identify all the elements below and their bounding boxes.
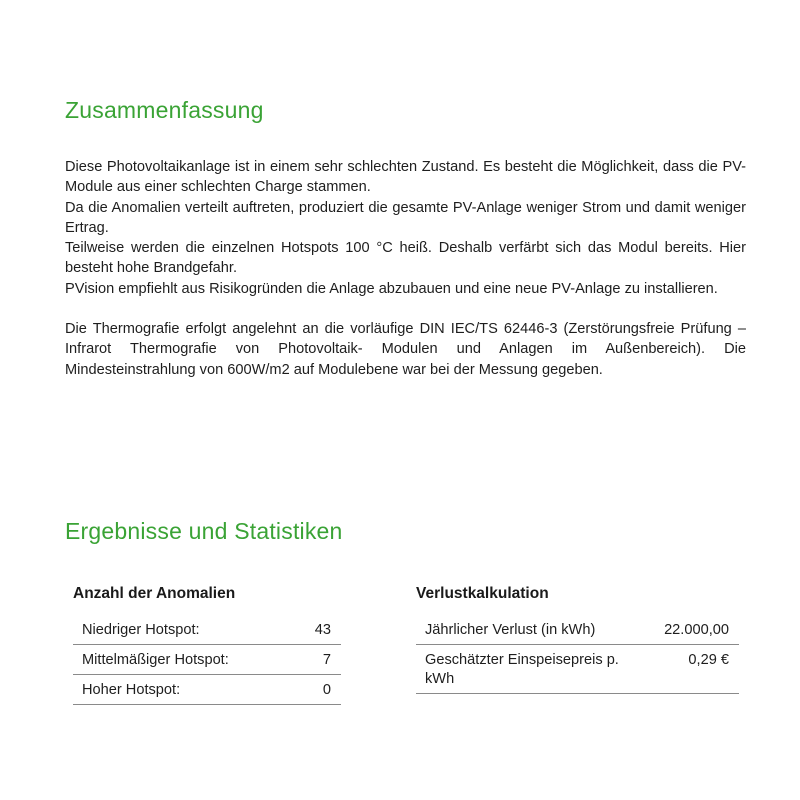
- anomalies-heading: Anzahl der Anomalien: [73, 585, 236, 602]
- loss-heading: Verlustkalkulation: [416, 585, 549, 602]
- row-label: Mittelmäßiger Hotspot:: [82, 652, 229, 668]
- table-row: [416, 645, 739, 694]
- row-value: 22.000,00: [664, 622, 729, 638]
- summary-paragraph: Die Thermografie erfolgt angelehnt an die vorläufige DIN IEC/TS 62446-3 (Zerstörungsfreie Prüfung – Infrarot Thermografie von Photovoltaik- Modulen und Anlagen im Außenbereich). Die Mindesteinstrahlung von 600W/m2 auf Modulebene war bei der Messung gegeben.: [65, 321, 746, 378]
- summary-text: [65, 157, 746, 380]
- row-value: 43: [314, 622, 331, 638]
- table-row: [73, 645, 341, 675]
- row-value: 0,29 €: [688, 652, 729, 668]
- paragraph-spacer: [65, 299, 746, 319]
- summary-paragraph: Diese Photovoltaikanlage ist in einem sehr schlechten Zustand. Es besteht die Möglichkeit, dass die PV-Module aus einer schlechten Charge stammen.: [65, 159, 746, 196]
- row-value: 7: [322, 652, 331, 668]
- row-label: Geschätzter Einspeisepreis p. kWh: [425, 652, 619, 687]
- row-label: Niedriger Hotspot:: [82, 622, 200, 638]
- table-row: [73, 675, 341, 705]
- row-value: 0: [322, 682, 331, 698]
- anomalies-table: [73, 585, 341, 705]
- row-label: Jährlicher Verlust (in kWh): [425, 622, 596, 638]
- table-row: [416, 615, 739, 645]
- results-title: Ergebnisse und Statistiken: [65, 518, 343, 544]
- table-row: [73, 615, 341, 645]
- summary-paragraph: PVision empfiehlt aus Risikogründen die Anlage abzubauen und eine neue PV-Anlage zu installieren.: [65, 280, 718, 297]
- summary-title: Zusammenfassung: [65, 97, 264, 123]
- summary-paragraph: Da die Anomalien verteilt auftreten, produziert die gesamte PV-Anlage weniger Strom und damit weniger Ertrag.: [65, 199, 746, 236]
- summary-paragraph: Teilweise werden die einzelnen Hotspots 100 °C heiß. Deshalb verfärbt sich das Modul bereits. Hier besteht hohe Brandgefahr.: [65, 240, 746, 277]
- row-label: Hoher Hotspot:: [82, 682, 181, 698]
- loss-table: [416, 585, 739, 694]
